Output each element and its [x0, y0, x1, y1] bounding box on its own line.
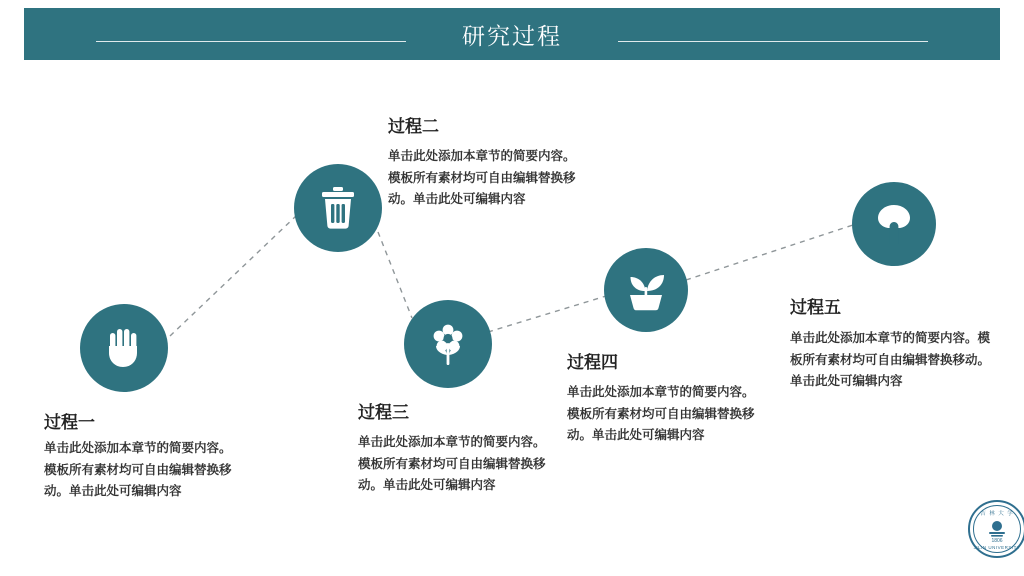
process-three-body: 单击此处添加本章节的简要内容。模板所有素材均可自由编辑替换移动。单击此处可编辑内容: [358, 435, 546, 492]
process-one-body: 单击此处添加本章节的简要内容。模板所有素材均可自由编辑替换移动。单击此处可编辑内容: [44, 441, 232, 498]
university-logo: [968, 500, 1024, 558]
header-divider-right: [618, 41, 928, 42]
process-one-icon-circle[interactable]: [80, 304, 168, 392]
process-five-title: 过程五: [790, 298, 841, 317]
process-five-icon-circle[interactable]: [852, 182, 936, 266]
process-four-title: 过程四: [567, 353, 618, 372]
process-five-body: 单击此处添加本章节的简要内容。模板所有素材均可自由编辑替换移动。单击此处可编辑内容: [790, 331, 991, 388]
hand-stop-icon: [104, 326, 144, 370]
logo-year: 1806: [991, 538, 1003, 544]
logo-name-cn: 吉 林 大 学: [980, 511, 1014, 517]
process-four-icon-circle[interactable]: [604, 248, 688, 332]
process-two-body: 单击此处添加本章节的简要内容。模板所有素材均可自由编辑替换移动。单击此处可编辑内容: [388, 149, 576, 206]
tree-icon: [872, 202, 916, 246]
process-two-icon-circle[interactable]: [294, 164, 382, 252]
connector-2-3: [378, 232, 412, 318]
page-title: 研究过程: [462, 22, 562, 49]
connector-3-4: [488, 296, 606, 332]
process-four-body: 单击此处添加本章节的简要内容。模板所有素材均可自由编辑替换移动。单击此处可编辑内容: [567, 385, 755, 442]
process-two-title: 过程二: [388, 117, 439, 136]
logo-name-en: JILIN UNIVERSITY: [973, 545, 1021, 550]
flower-icon: [426, 321, 470, 367]
header-divider-left: [96, 41, 406, 42]
potted-plant-icon: [624, 268, 668, 312]
process-three-icon-circle[interactable]: [404, 300, 492, 388]
trash-bin-icon: [318, 186, 358, 230]
process-three-title: 过程三: [358, 403, 409, 422]
process-one-title: 过程一: [44, 413, 95, 432]
slide-header-bar: [24, 8, 1000, 60]
logo-emblem-icon: [986, 518, 1008, 538]
connector-4-5: [686, 224, 856, 280]
connector-1-2: [170, 216, 296, 336]
